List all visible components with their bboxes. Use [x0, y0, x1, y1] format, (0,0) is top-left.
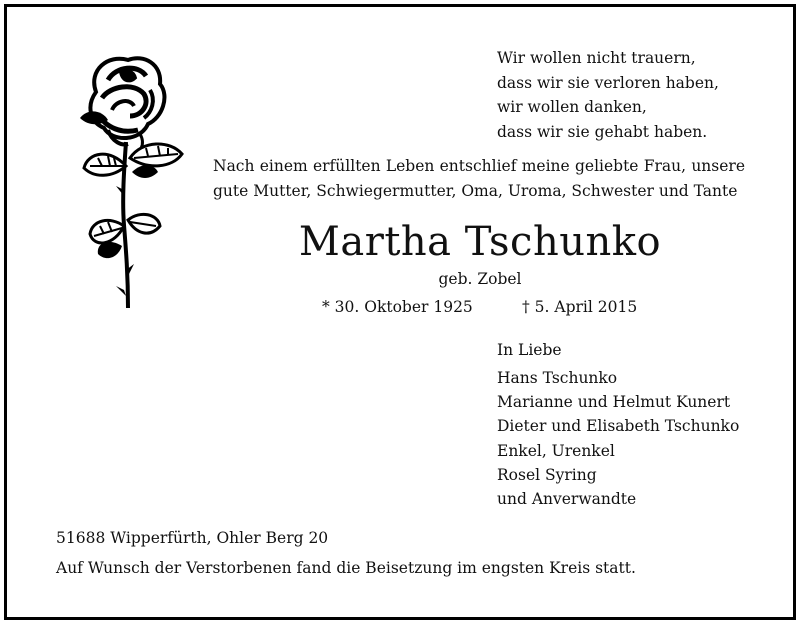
poem — [497, 46, 719, 144]
mourner-name: Marianne und Helmut Kunert — [497, 393, 731, 412]
mourners-list — [497, 366, 739, 511]
mourner-name: und Anverwandte — [497, 490, 637, 509]
mourners-heading: In Liebe — [497, 341, 562, 359]
poem-line: Wir wollen nicht trauern, — [497, 49, 696, 67]
address: 51688 Wipperfürth, Ohler Berg 20 — [56, 529, 329, 547]
maiden-name: geb. Zobel — [438, 270, 522, 288]
intro-text: Nach einem erfüllten Leben entschlief meine geliebte Frau, unsere gute Mutter, Schwiegermutter, Oma, Uroma, Schwester und Tante — [213, 157, 745, 200]
birth-date: * 30. Oktober 1925 — [322, 298, 473, 316]
poem-line: wir wollen danken, — [497, 98, 647, 116]
poem-line: dass wir sie verloren haben, — [497, 73, 719, 92]
rose-icon — [50, 50, 192, 312]
mourner-name: Dieter und Elisabeth Tschunko — [497, 417, 740, 436]
mourner-name: Enkel, Urenkel — [497, 441, 615, 460]
burial-note: Auf Wunsch der Verstorbenen fand die Beisetzung im engsten Kreis statt. — [56, 559, 636, 577]
mourner-name: Hans Tschunko — [497, 369, 618, 387]
deceased-name: Martha Tschunko — [298, 219, 662, 265]
death-date: † 5. April 2015 — [522, 298, 638, 316]
poem-line: dass wir sie gehabt haben. — [497, 122, 708, 141]
mourner-name: Rosel Syring — [497, 465, 597, 484]
